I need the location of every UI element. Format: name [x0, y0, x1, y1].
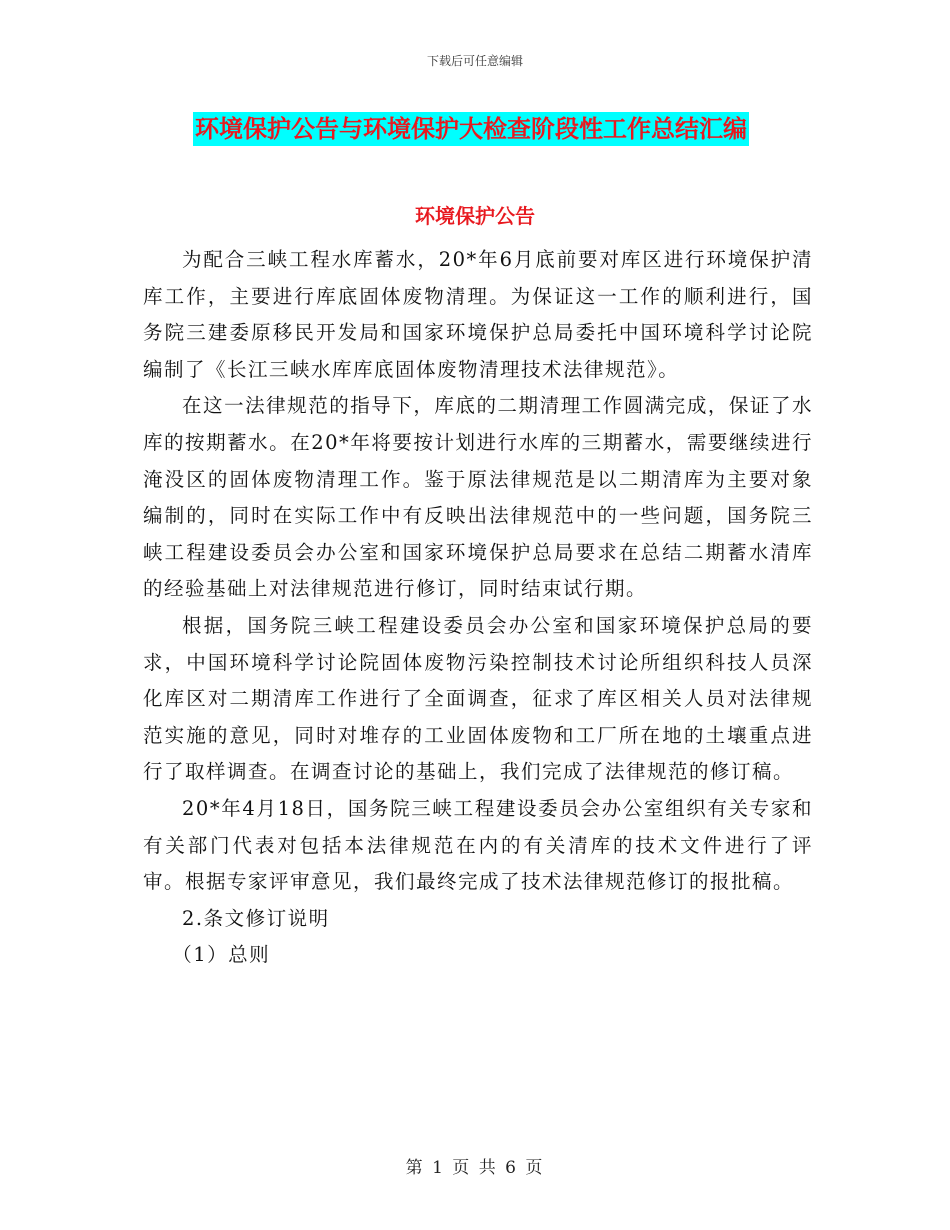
paragraph: 20*年4月18日，国务院三峡工程建设委员会办公室组织有关专家和有关部门代表对包括本法律规范在内的有关清库的技术文件进行了评审。根据专家评审意见，我们最终完成了技术法律规范修订的报批稿。 [143, 796, 813, 894]
paragraph: 为配合三峡工程水库蓄水，20*年6月底前要对库区进行环境保护清库工作，主要进行库底固体废物清理。为保证这一工作的顺利进行，国务院三建委原移民开发局和国家环境保护总局委托中国环境科学讨论院编制了《长江三峡水库库底固体废物清理技术法律规范》。 [143, 248, 813, 381]
header-note: 下载后可任意编辑 [426, 54, 523, 68]
section-title: 环境保护公告 [415, 204, 535, 228]
paragraph: 在这一法律规范的指导下，库底的二期清理工作圆满完成，保证了水库的按期蓄水。在20*年将要按计划进行水库的三期蓄水，需要继续进行淹没区的固体废物清理工作。鉴于原法律规范是以二期清库为主要对象编制的，同时在实际工作中有反映出法律规范中的一些问题，国务院三峡工程建设委员会办公室和国家环境保护总局要求在总结二期蓄水清库的经验基础上对法律规范进行修订，同时结束试行期。 [143, 394, 813, 601]
subsection-heading-item: （1）总则 [172, 943, 271, 967]
document-body [143, 242, 813, 974]
page-footer: 第 1 页 共 6 页 [405, 1158, 545, 1178]
document-title: 环境保护公告与环境保护大检查阶段性工作总结汇编 [193, 112, 749, 146]
paragraph: 根据，国务院三峡工程建设委员会办公室和国家环境保护总局的要求，中国环境科学讨论院固体废物污染控制技术讨论所组织科技人员深化库区对二期清库工作进行了全面调查，征求了库区相关人员对法律规范实施的意见，同时对堆存的工业固体废物和工厂所在地的土壤重点进行了取样调查。在调查讨论的基础上，我们完成了法律规范的修订稿。 [143, 613, 813, 784]
section-heading-item: 2.条文修订说明 [182, 906, 330, 930]
